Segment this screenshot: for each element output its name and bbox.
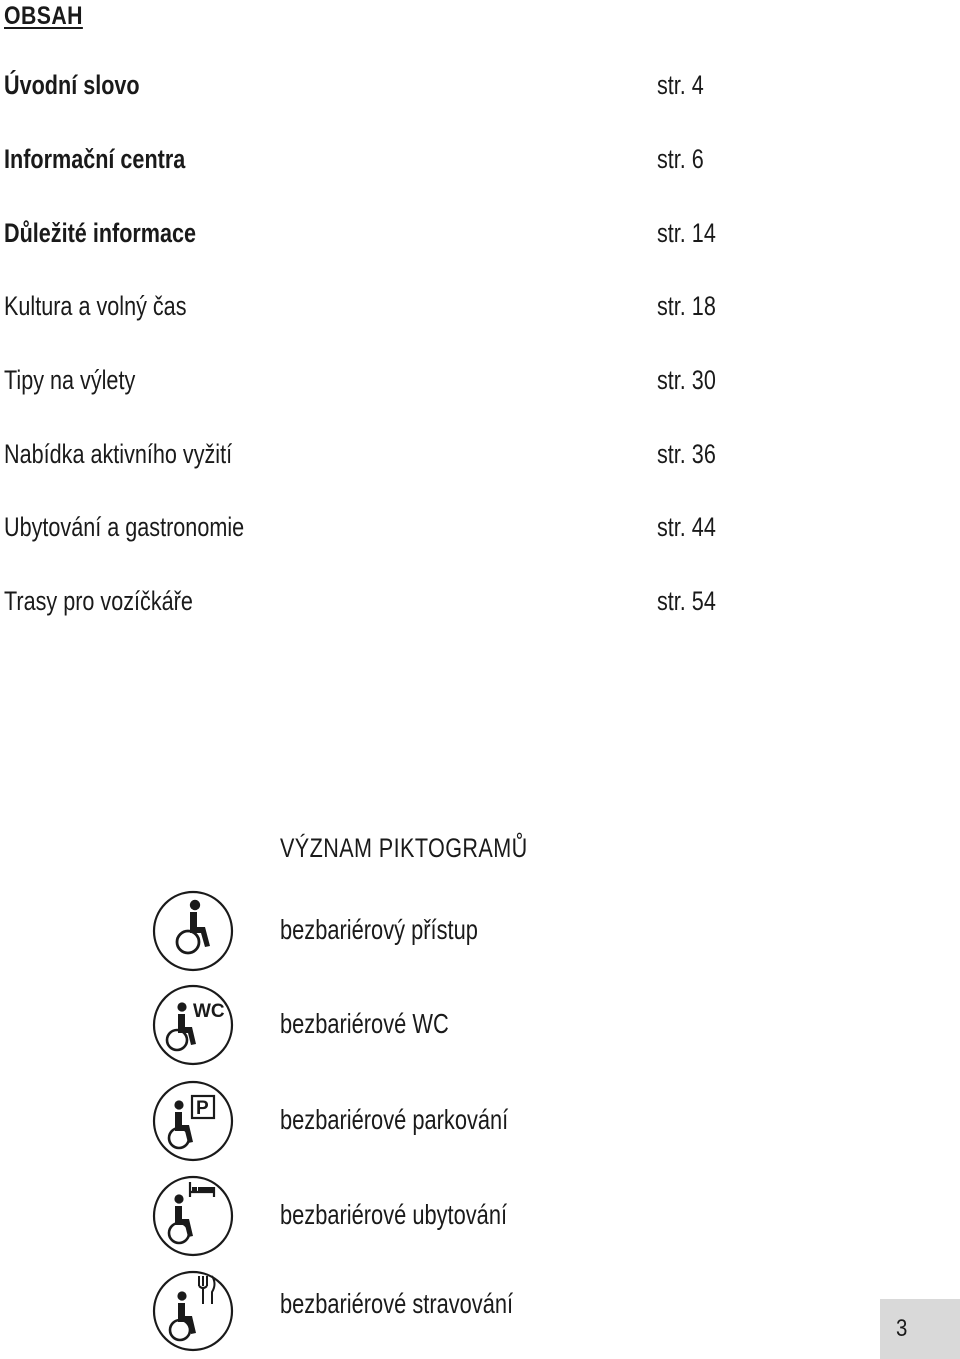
- toc-title: Důležité informace: [4, 218, 197, 248]
- wheelchair-accommodation-icon: [150, 1173, 236, 1259]
- parking-icon-label: P: [196, 1098, 209, 1119]
- wheelchair-parking-icon: [150, 1078, 236, 1164]
- legend-item: [0, 982, 960, 1072]
- legend-title: VÝZNAM PIKTOGRAMŮ: [280, 833, 528, 863]
- toc-row[interactable]: [0, 144, 960, 184]
- legend-item: [0, 1268, 960, 1358]
- toc-title: Trasy pro vozíčkáře: [4, 586, 193, 616]
- wheelchair-wc-icon: [150, 982, 236, 1068]
- legend-item: [0, 1078, 960, 1168]
- toc-page: str. 54: [657, 586, 716, 616]
- toc-page: str. 18: [657, 291, 716, 321]
- toc-title: Tipy na výlety: [4, 365, 136, 395]
- legend-label: bezbariérové WC: [280, 1008, 449, 1039]
- legend-item: [0, 888, 960, 978]
- legend-item: [0, 1173, 960, 1263]
- page-number-badge: [880, 1299, 960, 1359]
- toc-row[interactable]: [0, 291, 960, 331]
- toc-page: str. 30: [657, 365, 716, 395]
- page-number: 3: [896, 1315, 908, 1342]
- wheelchair-dining-icon: [150, 1268, 236, 1354]
- toc-row[interactable]: [0, 218, 960, 258]
- toc-row[interactable]: [0, 70, 960, 110]
- toc-title: Informační centra: [4, 144, 186, 174]
- toc-title: Nabídka aktivního vyžití: [4, 439, 233, 469]
- legend-label: bezbariérový přístup: [280, 914, 478, 945]
- legend-label: bezbariérové ubytování: [280, 1199, 508, 1230]
- toc-title: Ubytování a gastronomie: [4, 512, 245, 542]
- wheelchair-access-icon: [150, 888, 236, 974]
- toc-page: str. 6: [657, 144, 704, 174]
- wc-icon-label: WC: [193, 1001, 225, 1022]
- toc-title: Kultura a volný čas: [4, 291, 187, 321]
- toc-page: str. 4: [657, 70, 704, 100]
- page-heading: OBSAH: [4, 2, 83, 30]
- toc-row[interactable]: [0, 586, 960, 626]
- toc-row[interactable]: [0, 439, 960, 479]
- cutlery-icon: [199, 1276, 215, 1304]
- toc-page: str. 44: [657, 512, 716, 542]
- toc-page: str. 14: [657, 218, 716, 248]
- toc-row[interactable]: [0, 365, 960, 405]
- toc-page: str. 36: [657, 439, 716, 469]
- toc-title: Úvodní slovo: [4, 70, 140, 100]
- bed-icon: [190, 1182, 214, 1197]
- legend-label: bezbariérové stravování: [280, 1288, 514, 1319]
- legend-label: bezbariérové parkování: [280, 1104, 509, 1135]
- toc-row[interactable]: [0, 512, 960, 552]
